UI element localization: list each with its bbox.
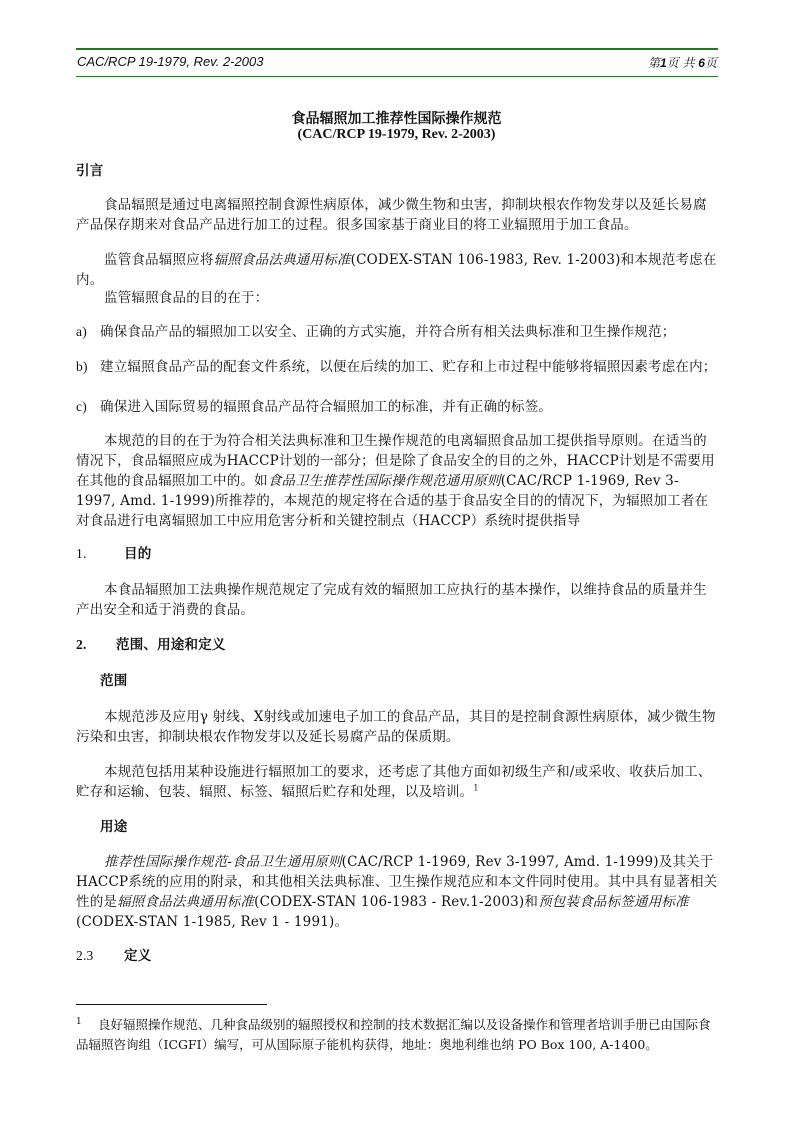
section-2-heading	[76, 635, 718, 655]
list-label: a)	[76, 324, 87, 339]
scope-paragraph-2	[76, 762, 718, 802]
scope-heading: 范围	[100, 673, 128, 689]
intro-heading: 引言	[76, 163, 104, 179]
section-number: 2.3	[76, 948, 94, 963]
footnote-number: 1	[76, 1017, 82, 1027]
intro-paragraph-1: 食品辐照是通过电离辐照控制食源性病原体，减少微生物和虫害，抑制块根农作物发芽以及延长易腐产品保存期来对食品产品进行加工的过程。很多国家基于商业目的将工业辐照用于加工食品。	[76, 197, 707, 233]
text: (CODEX-STAN 1-1985, Rev 1 - 1991)。	[76, 914, 349, 930]
text: (CAC/RCP 1-1969, Rev 3-1997, Amd. 1-1999)及其关于HACCP系统的应用的附录，和其他相关法典标准、卫生操作规范应和本文件同时使用。其中具有显著相关性的是	[76, 854, 718, 910]
use-paragraph	[76, 852, 718, 932]
text: (CAC/RCP 1-1969, Rev 3-1997, Amd. 1-1999)所推荐的，本规范的规定将在合适的基于食品安全目的的情况下，为辐照加工者在对食品进行电离辐照加工中应用危害分析和关键控制点（HACCP）系统时提供指导	[76, 473, 709, 529]
header-doc-code: CAC/RCP 19-1979, Rev. 2-2003	[77, 54, 264, 69]
footnote-text: 良好辐照操作规范、几种食品级别的辐照授权和控制的技术数据汇编以及设备操作和管理者培训手册已由国际食品辐照咨询组（ICGFI）编写，可从国际原子能机构获得，地址：奥地利维也纳 PO Box 100, A-1400。	[76, 1017, 711, 1053]
list-text: 确保进入国际贸易的辐照食品产品符合辐照加工的标准，并有正确的标签。	[100, 399, 553, 415]
header-page-number	[648, 54, 717, 71]
list-label: b)	[76, 359, 88, 374]
standard-title-italic: 食品卫生推荐性国际操作规范通用原则	[267, 473, 501, 489]
standard-title-italic: 预包装食品标签通用标准	[538, 894, 689, 910]
text: 本规范的目的在于为符合相关法典标准和卫生操作规范的电离辐照食品加工提供指导原则。在适当的情况下，食品辐照应成为HACCP计划的一部分；但是除了食品安全的目的之外，HACCP计划是不需要用在其他的食品辐照加工中的。如	[76, 433, 715, 489]
page-total: 6	[698, 56, 705, 70]
list-item-a	[76, 322, 718, 342]
text: 本规范包括用某种设施进行辐照加工的要求，还考虑了其他方面如初级生产和/或采收、收获后加工、贮存和运输、包装、辐照、标签、辐照后贮存和处理，以及培训。	[76, 764, 712, 800]
section-1-paragraph: 本食品辐照加工法典操作规范规定了完成有效的辐照加工应执行的基本操作，以维持食品的质量并生产出安全和适于消费的食品。	[76, 582, 707, 618]
footnote-ref[interactable]: 1	[473, 783, 479, 793]
header-top-rule	[76, 48, 718, 50]
section-title: 定义	[124, 948, 152, 964]
intro-paragraph-3: 监管辐照食品的目的在于：	[104, 290, 269, 306]
page-suffix: 页	[704, 56, 717, 70]
list-item-b	[76, 357, 718, 377]
page-current: 1	[659, 56, 667, 70]
definitions-heading	[76, 946, 718, 966]
document-title: 食品辐照加工推荐性国际操作规范	[291, 111, 502, 127]
text: (CODEX-STAN 106-1983 - Rev.1-2003)和	[254, 894, 539, 910]
section-number: 2.	[76, 637, 87, 652]
text: (CODEX-STAN 106-1983, Rev. 1-2003)和本规范考虑在内。	[76, 252, 717, 288]
intro-paragraph-4	[76, 431, 718, 531]
text: 监管食品辐照应将	[104, 252, 214, 268]
section-title: 目的	[124, 546, 152, 562]
use-heading: 用途	[100, 819, 128, 835]
list-label: c)	[76, 399, 87, 414]
page-prefix: 第	[647, 56, 660, 70]
scope-paragraph-1: 本规范涉及应用γ 射线、X射线或加速电子加工的食品产品，其目的是控制食源性病原体，减少微生物污染和虫害，抑制块根农作物发芽以及延长易腐产品的保质期。	[76, 709, 716, 745]
list-item-c	[76, 397, 718, 417]
list-text: 建立辐照食品产品的配套文件系统，以便在后续的加工、贮存和上市过程中能够将辐照因素考虑在内；	[100, 359, 717, 375]
document-code: (CAC/RCP 19-1979, Rev. 2-2003)	[297, 127, 496, 142]
footnote	[76, 1012, 718, 1055]
footnote-separator	[76, 1004, 267, 1005]
section-number: 1.	[76, 546, 87, 561]
section-1-heading	[76, 544, 718, 564]
standard-title-italic: 辐照食品法典通用标准	[213, 252, 351, 268]
page-mid: 页 共	[666, 56, 699, 70]
header-bottom-rule	[76, 76, 718, 77]
standard-title-italic: 辐照食品法典通用标准	[117, 894, 255, 910]
intro-paragraph-2	[76, 250, 718, 290]
list-text: 确保食品产品的辐照加工以安全、正确的方式实施，并符合所有相关法典标准和卫生操作规范；	[100, 324, 676, 340]
standard-title-italic: 推荐性国际操作规范-食品卫生通用原则	[104, 854, 342, 870]
section-title: 范围、用途和定义	[116, 637, 226, 653]
